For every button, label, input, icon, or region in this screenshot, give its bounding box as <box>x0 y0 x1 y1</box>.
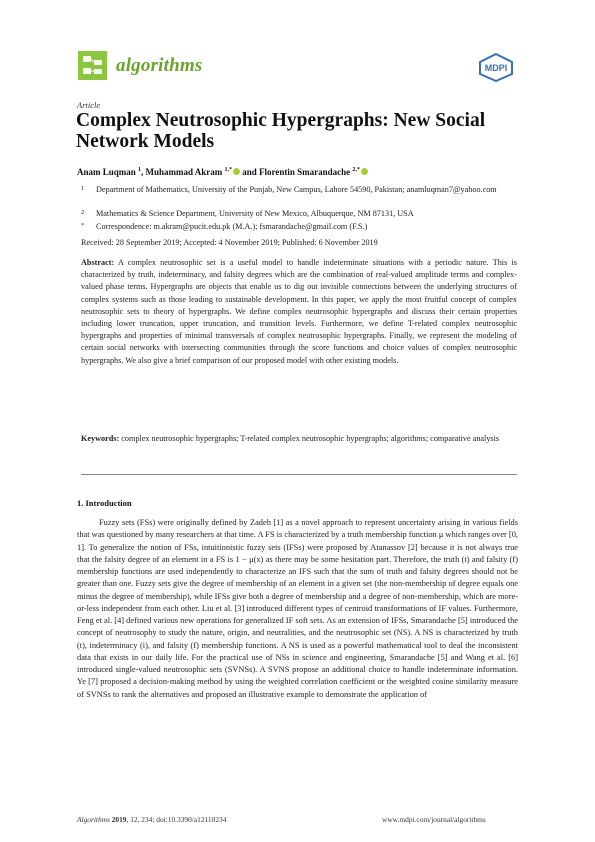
correspondence-text: Correspondence: m.akram@pucit.edu.pk (M.A.); fsmarandache@gmail.com (F.S.) <box>96 222 368 231</box>
orcid-icon[interactable] <box>361 168 368 175</box>
affiliation-text: Department of Mathematics, University of the Punjab, New Campus, Lahore 54590, Pakistan; anamluqman7@yahoo.com <box>96 185 497 194</box>
author-name[interactable]: Anam Luqman <box>77 167 136 177</box>
abstract <box>81 257 517 367</box>
keywords-text: complex neutrosophic hypergraphs; T-related complex neutrosophic hypergraphs; algorithms; comparative analysis <box>121 434 500 443</box>
section-divider <box>81 474 517 475</box>
abstract-label: Abstract: <box>81 258 115 267</box>
author-affiliation-marker: 2,* <box>352 167 360 173</box>
author-name[interactable]: Florentin Smarandache <box>259 167 351 177</box>
affiliation-marker: * <box>81 222 85 229</box>
author-affiliation-marker: 1 <box>138 167 142 173</box>
footer-citation-rest: , 12, 234; doi:10.3390/a12110234 <box>126 815 227 824</box>
footer-year: 2019 <box>111 815 127 824</box>
article-type: Article <box>77 100 101 110</box>
page-title: Complex Neutrosophic Hypergraphs: New Social Network Models <box>76 110 486 152</box>
footer-url[interactable]: www.mdpi.com/journal/algorithms <box>382 815 486 824</box>
author-name[interactable]: Muhammad Akram <box>145 167 223 177</box>
affiliation-text: Mathematics & Science Department, University of New Mexico, Albuquerque, NM 87131, USA <box>96 209 414 218</box>
keywords <box>81 433 517 445</box>
section-body <box>77 517 518 701</box>
author-affiliation-marker: 1,* <box>224 167 233 173</box>
footer-citation <box>77 815 226 824</box>
journal-name: algorithms <box>116 55 203 76</box>
body-paragraph: Fuzzy sets (FSs) were originally defined by Zadeh [1] as a novel approach to represent uncertainty arising in various fields that was questioned by many researchers at that time. A FS is characterized by a truth membership function μ which ranges over [0, 1]. To generalize the notion of FSs, intuitionistic fuzzy sets (IFSs) were proposed by Atanassov [2] because it is not always true that the falsity degree of an element in a FS is 1 − μ(x) as there may be some hesitation part. Therefore, the truth (t) and falsity (f) membership functions are used independently to characterize an IFS such that the sum of truth and falsity degrees should not be greater than one. Fuzzy sets give the degree of membership of an element in a given set (the non-membership of degree equals one minus the degree of membership), while IFSs give both a degree of membership and a degree of non-membership, which are more-or-less independent from each other. Liu et al. [3] introduced different types of centroid transformations of IF values. Furthermore, Feng et al. [4] defined various new operations for generalized IF soft sets. As an extension of IFSs, Smarandache [5] introduced the concept of neutrosophy to study the nature, origin, and neutralities, and the neutrosophic set (NS). A NS is characterized by truth (t), indeterminacy (i), and falsity (f) membership functions. A NS is used as a powerful mathematical tool to deal the inconsistent data that exists in our daily life. For the practical use of NSs in science and engineering, Smarandache [5] and Wang et al. [6] introduced single-valued neutrosophic sets (SVNSs). A SVNS propose an additional choice to handle indeterminate information. Ye [7] proposed a decision-making method by using the weighted correlation coefficient or the weighted cosine similarity measure of SVNSs to rank the alternatives and proposed an illustrative example to demonstrate the application of <box>77 518 518 699</box>
affiliation-marker: 2 <box>81 209 85 216</box>
abstract-text: A complex neutrosophic set is a useful model to handle indeterminate situations with a periodic nature. This is characterized by truth, indeterminacy, and falsity degrees which are the combination of real-valued amplitude terms and complex-valued phase terms. Hypergraphs are objects that enable us to dig out invisible connections between the underlying structures of complex systems such as those leading to sustainable development. In this paper, we apply the most fruitful concept of complex neutrosophic sets to theory of hypergraphs. We define complex neutrosophic hypergraphs and discuss their certain properties including lower truncation, upper truncation, and transition levels. Furthermore, we define T-related complex neutrosophic hypergraphs and properties of minimal transversals of complex neutrosophic hypergraphs. Finally, we represent the modeling of certain social networks with intersecting communities through the score functions and choice values of complex neutrosophic hypergraphs. We also give a brief comparison of our proposed model with other existing models. <box>81 258 517 365</box>
journal-logo-icon <box>78 51 107 80</box>
author-list: Anam Luqman $^1$, Muhammad Akram $^{1,*}$ and Florentin Smarandache $^{2,*}$ <box>77 167 368 177</box>
orcid-icon[interactable] <box>233 168 240 175</box>
publisher-logo-icon <box>476 52 516 82</box>
publisher-logo-text: MDPI <box>484 63 508 73</box>
affiliation-marker: 1 <box>81 185 85 192</box>
publication-dates: Received: 28 September 2019; Accepted: 4 November 2019; Published: 6 November 2019 <box>81 238 378 247</box>
author-conjunction: and <box>242 167 257 177</box>
keywords-label: Keywords: <box>81 434 120 443</box>
section-heading: 1. Introduction <box>77 498 132 508</box>
footer-journal: Algorithms <box>77 815 110 824</box>
